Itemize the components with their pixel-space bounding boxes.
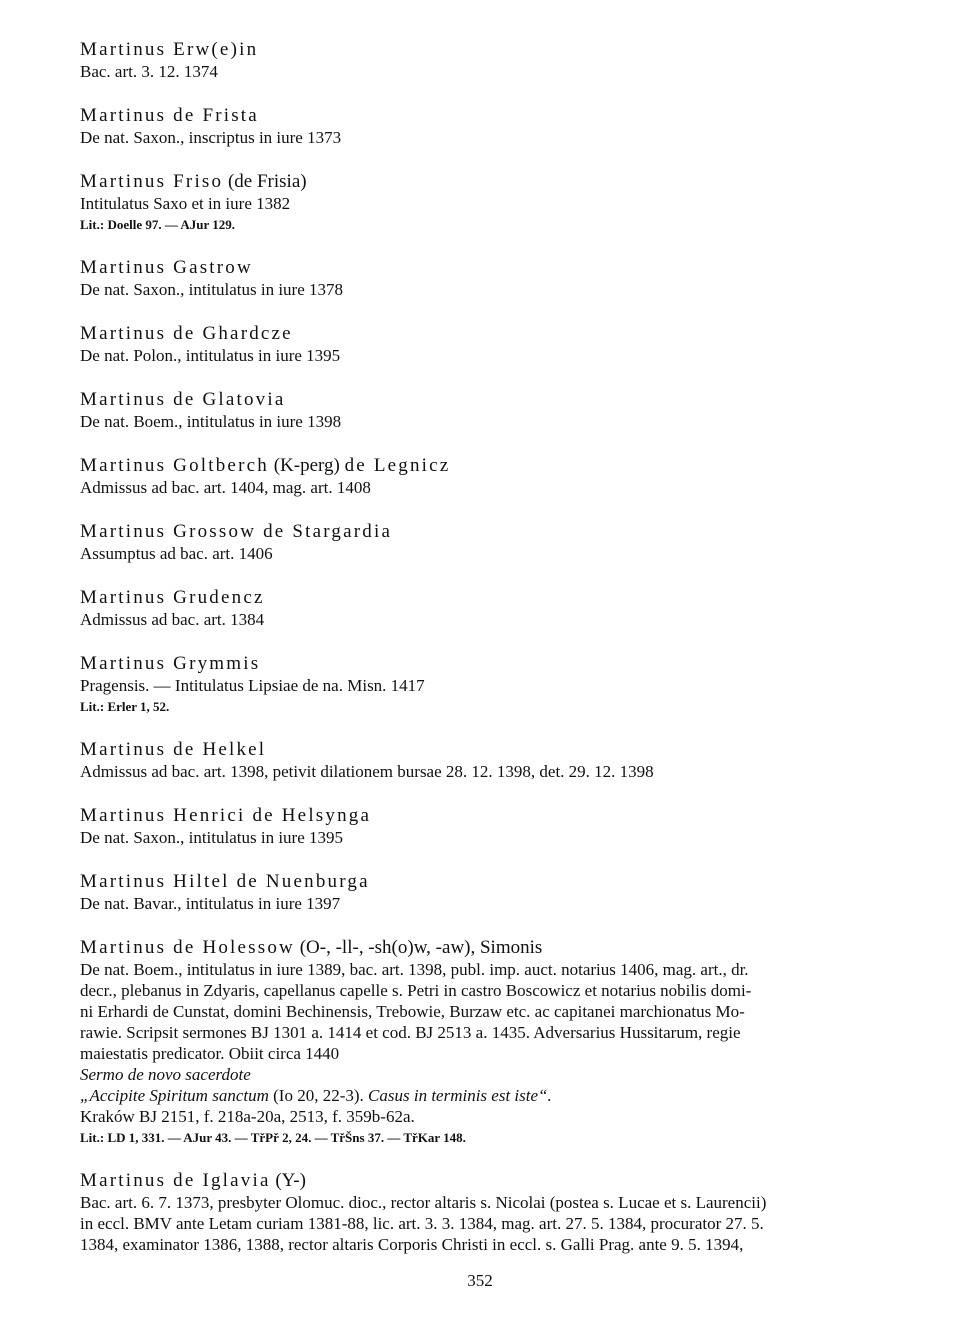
incipit-quote: „Accipite Spiritum sanctum [80,1086,269,1105]
entry-gastrow [80,256,910,300]
entry-name: Martinus de Frista [80,105,259,126]
entry-text: De nat. Polon., intitulatus in iure 1395 [80,346,341,365]
entry-hiltel [80,870,910,914]
entry-grymmis [80,652,910,716]
entry-goltberch [80,454,910,498]
entry-text-line: 1384, examinator 1386, 1388, rector altaris Corporis Christi in eccl. s. Galli Prag. ante 9. 5. 1394, [80,1235,744,1254]
entry-text-line: ni Erhardi de Cunstat, domini Bechinensis, Trebowie, Burzaw etc. ac capitanei marchionatus Mo- [80,1002,745,1021]
entry-helsynga [80,804,910,848]
entry-text: Bac. art. 3. 12. 1374 [80,62,218,81]
entry-name: Martinus Erw(e)in [80,39,259,60]
entry-name: Martinus Grymmis [80,653,261,674]
entry-text-line: maiestatis predicator. Obiit circa 1440 [80,1044,340,1063]
entry-name-main: Martinus Friso [80,171,224,192]
entry-name: Martinus Grudencz [80,587,265,608]
entry-name-main: Martinus de Iglavia [80,1170,271,1191]
entry-holessow [80,936,910,1147]
entry-grudencz [80,586,910,630]
entry-name [80,936,910,959]
entry-literature: Lit.: Doelle 97. — AJur 129. [80,217,236,232]
entry-iglavia [80,1169,910,1255]
entry-text: De nat. Saxon., inscriptus in iure 1373 [80,128,342,147]
incipit-reference: (Io 20, 22-3). [268,1086,369,1105]
entry-text: Admissus ad bac. art. 1404, mag. art. 1408 [80,478,371,497]
entry-frista [80,104,910,148]
entry-name: Martinus de Ghardcze [80,323,293,344]
entry-text-line: in eccl. BMV ante Letam curiam 1381-88, lic. art. 3. 3. 1384, mag. art. 27. 5. 1384, procurator 27. 5. [80,1214,764,1233]
manuscript-reference: Kraków BJ 2151, f. 218a-20a, 2513, f. 359b-62a. [80,1107,415,1126]
sermon-incipit [80,1085,910,1106]
entry-text: De nat. Saxon., intitulatus in iure 1378 [80,280,343,299]
entry-name-main: Martinus Goltberch [80,455,269,476]
entry-name: Martinus Hiltel de Nuenburga [80,871,370,892]
entry-erwein [80,38,910,82]
entry-name-suffix: (K-perg) [268,455,345,476]
entry-name [80,454,910,477]
entry-name [80,1169,910,1192]
entry-name: Martinus de Helkel [80,739,267,760]
entry-literature: Lit.: Erler 1, 52. [80,699,170,714]
sermon-title: Sermo de novo sacerdote [80,1065,251,1084]
entry-text: Assumptus ad bac. art. 1406 [80,544,273,563]
entry-friso [80,170,910,234]
entry-name-suffix: (Y-) [270,1170,306,1191]
entry-text: Intitulatus Saxo et in iure 1382 [80,194,291,213]
entry-name: Martinus Henrici de Helsynga [80,805,372,826]
entry-literature: Lit.: LD 1, 331. — AJur 43. — TřPř 2, 24. — TřŠns 37. — TřKar 148. [80,1130,466,1145]
entry-ghardcze [80,322,910,366]
entry-glatovia [80,388,910,432]
entry-text: Admissus ad bac. art. 1398, petivit dilationem bursae 28. 12. 1398, det. 29. 12. 1398 [80,762,654,781]
entry-name: Martinus de Glatovia [80,389,286,410]
entry-name-main: Martinus de Holessow [80,937,295,958]
entry-text: De nat. Saxon., intitulatus in iure 1395 [80,828,343,847]
entry-name-suffix: (de Frisia) [223,171,307,192]
entry-name-suffix: (O-, -ll-, -sh(o)w, -aw), Simonis [294,937,543,958]
page-number: 352 [467,1271,493,1290]
entry-name [80,170,910,193]
entry-name: Martinus Gastrow [80,257,253,278]
entry-text: De nat. Boem., intitulatus in iure 1398 [80,412,342,431]
entry-text: Pragensis. — Intitulatus Lipsiae de na. Misn. 1417 [80,676,425,695]
page-body [80,38,910,1277]
entry-text-line: De nat. Boem., intitulatus in iure 1389, bac. art. 1398, publ. imp. auct. notarius 1406, mag. art., dr. [80,960,749,979]
entry-text: De nat. Bavar., intitulatus in iure 1397 [80,894,341,913]
entry-text-line: Bac. art. 6. 7. 1373, presbyter Olomuc. dioc., rector altaris s. Nicolai (postea s. Lucae et s. Laurencii) [80,1193,767,1212]
entry-name: Martinus Grossow de Stargardia [80,521,393,542]
entry-grossow [80,520,910,564]
entry-text-line: rawie. Scripsit sermones BJ 1301 a. 1414 et cod. BJ 2513 a. 1435. Adversarius Hussitarum, regie [80,1023,741,1042]
entry-name-tail: de Legnicz [344,455,451,476]
entry-text: Admissus ad bac. art. 1384 [80,610,265,629]
incipit-continuation: Casus in terminis est iste“. [368,1086,552,1105]
entry-helkel [80,738,910,782]
entry-text-line: decr., plebanus in Zdyaris, capellanus capelle s. Petri in castro Boscowicz et notarius nobilis domi- [80,981,752,1000]
